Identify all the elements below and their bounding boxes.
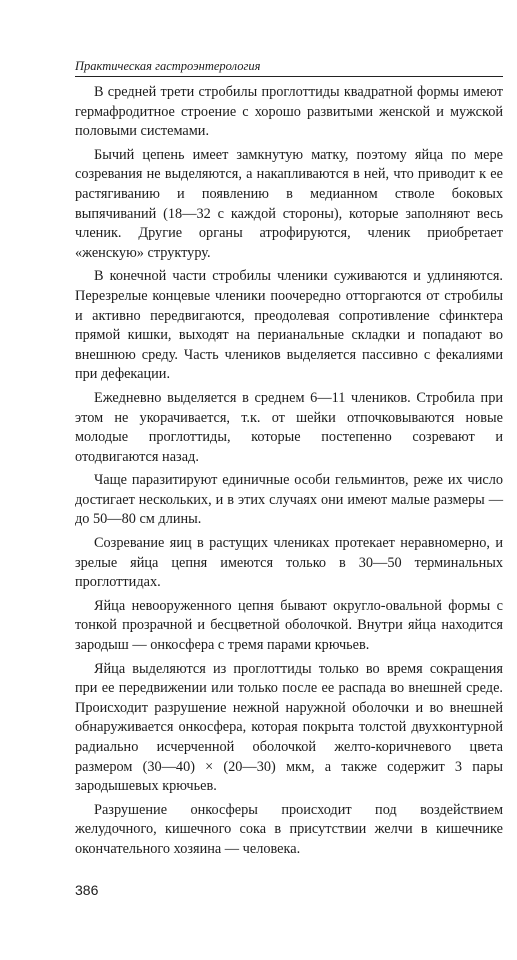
paragraph-6: Созревание яиц в растущих члениках протекает неравномерно, и зрелые яйца цепня имеются только в 30—50 терминальных проглоттидах. — [75, 535, 503, 591]
paragraph-8: Яйца выделяются из проглоттиды только во время сокращения при ее передвижении или только после ее распада во внешней среде. Происходит разрушение нежной наружной оболочки и во внешней обнаруживается онкосфера, которая покрыта толстой двухконтурной радиально исчерченной оболочкой желто-коричневого цвета размером (30—40) × (20—30) мкм, а также содержит 3 пары зародышевых крючьев. — [75, 660, 503, 795]
paragraph-9: Разрушение онкосферы происходит под воздействием желудочного, кишечного сока в присутствии желчи в кишечнике окончательного хозяина — человека. — [75, 801, 503, 857]
paragraph-7: Яйца невооруженного цепня бывают округло-овальной формы с тонкой прозрачной и бесцветной оболочкой. Внутри яйца находится зародыш — онкосфера с тремя парами крючьев. — [75, 597, 503, 654]
paragraph-2: Бычий цепень имеет замкнутую матку, поэтому яйца по мере созревания не выделяются, а накапливаются в ней, что приводит к ее растягиванию и появлению в медианном стволе боковых выпячиваний (18—32 с каждой стороны), которые заполняют весь членик. Другие органы атрофируются, членик приобретает «женскую» структуру. — [75, 146, 503, 261]
paragraph-4: Ежедневно выделяется в среднем 6—11 члеников. Стробила при этом не укорачивается, т.к. от шейки отпочковываются новые молодые проглоттиды, которые постепенно созревают и отодвигаются назад. — [75, 389, 503, 465]
running-head: Практическая гастроэнтерология — [75, 58, 503, 77]
paragraph-3: В конечной части стробилы членики суживаются и удлиняются. Перезрелые концевые членики поочередно отторгаются от стробилы и активно передвигаются, преодолевая сопротивление сфинктера прямой кишки, выходят на перианальные складки и попадают во внешнюю среду. Часть члеников выделяется пассивно с фекалиями при дефекации. — [75, 268, 503, 383]
book-page — [75, 58, 503, 898]
paragraph-1: В средней трети стробилы проглоттиды квадратной формы имеют гермафродитное строение с хорошо развитыми женской и мужской половыми системами. — [75, 84, 503, 140]
page-number: 386 — [75, 881, 99, 898]
paragraph-5: Чаще паразитируют единичные особи гельминтов, реже их число достигает нескольких, и в этих случаях они имеют малые размеры — до 50—80 см длины. — [75, 472, 503, 528]
